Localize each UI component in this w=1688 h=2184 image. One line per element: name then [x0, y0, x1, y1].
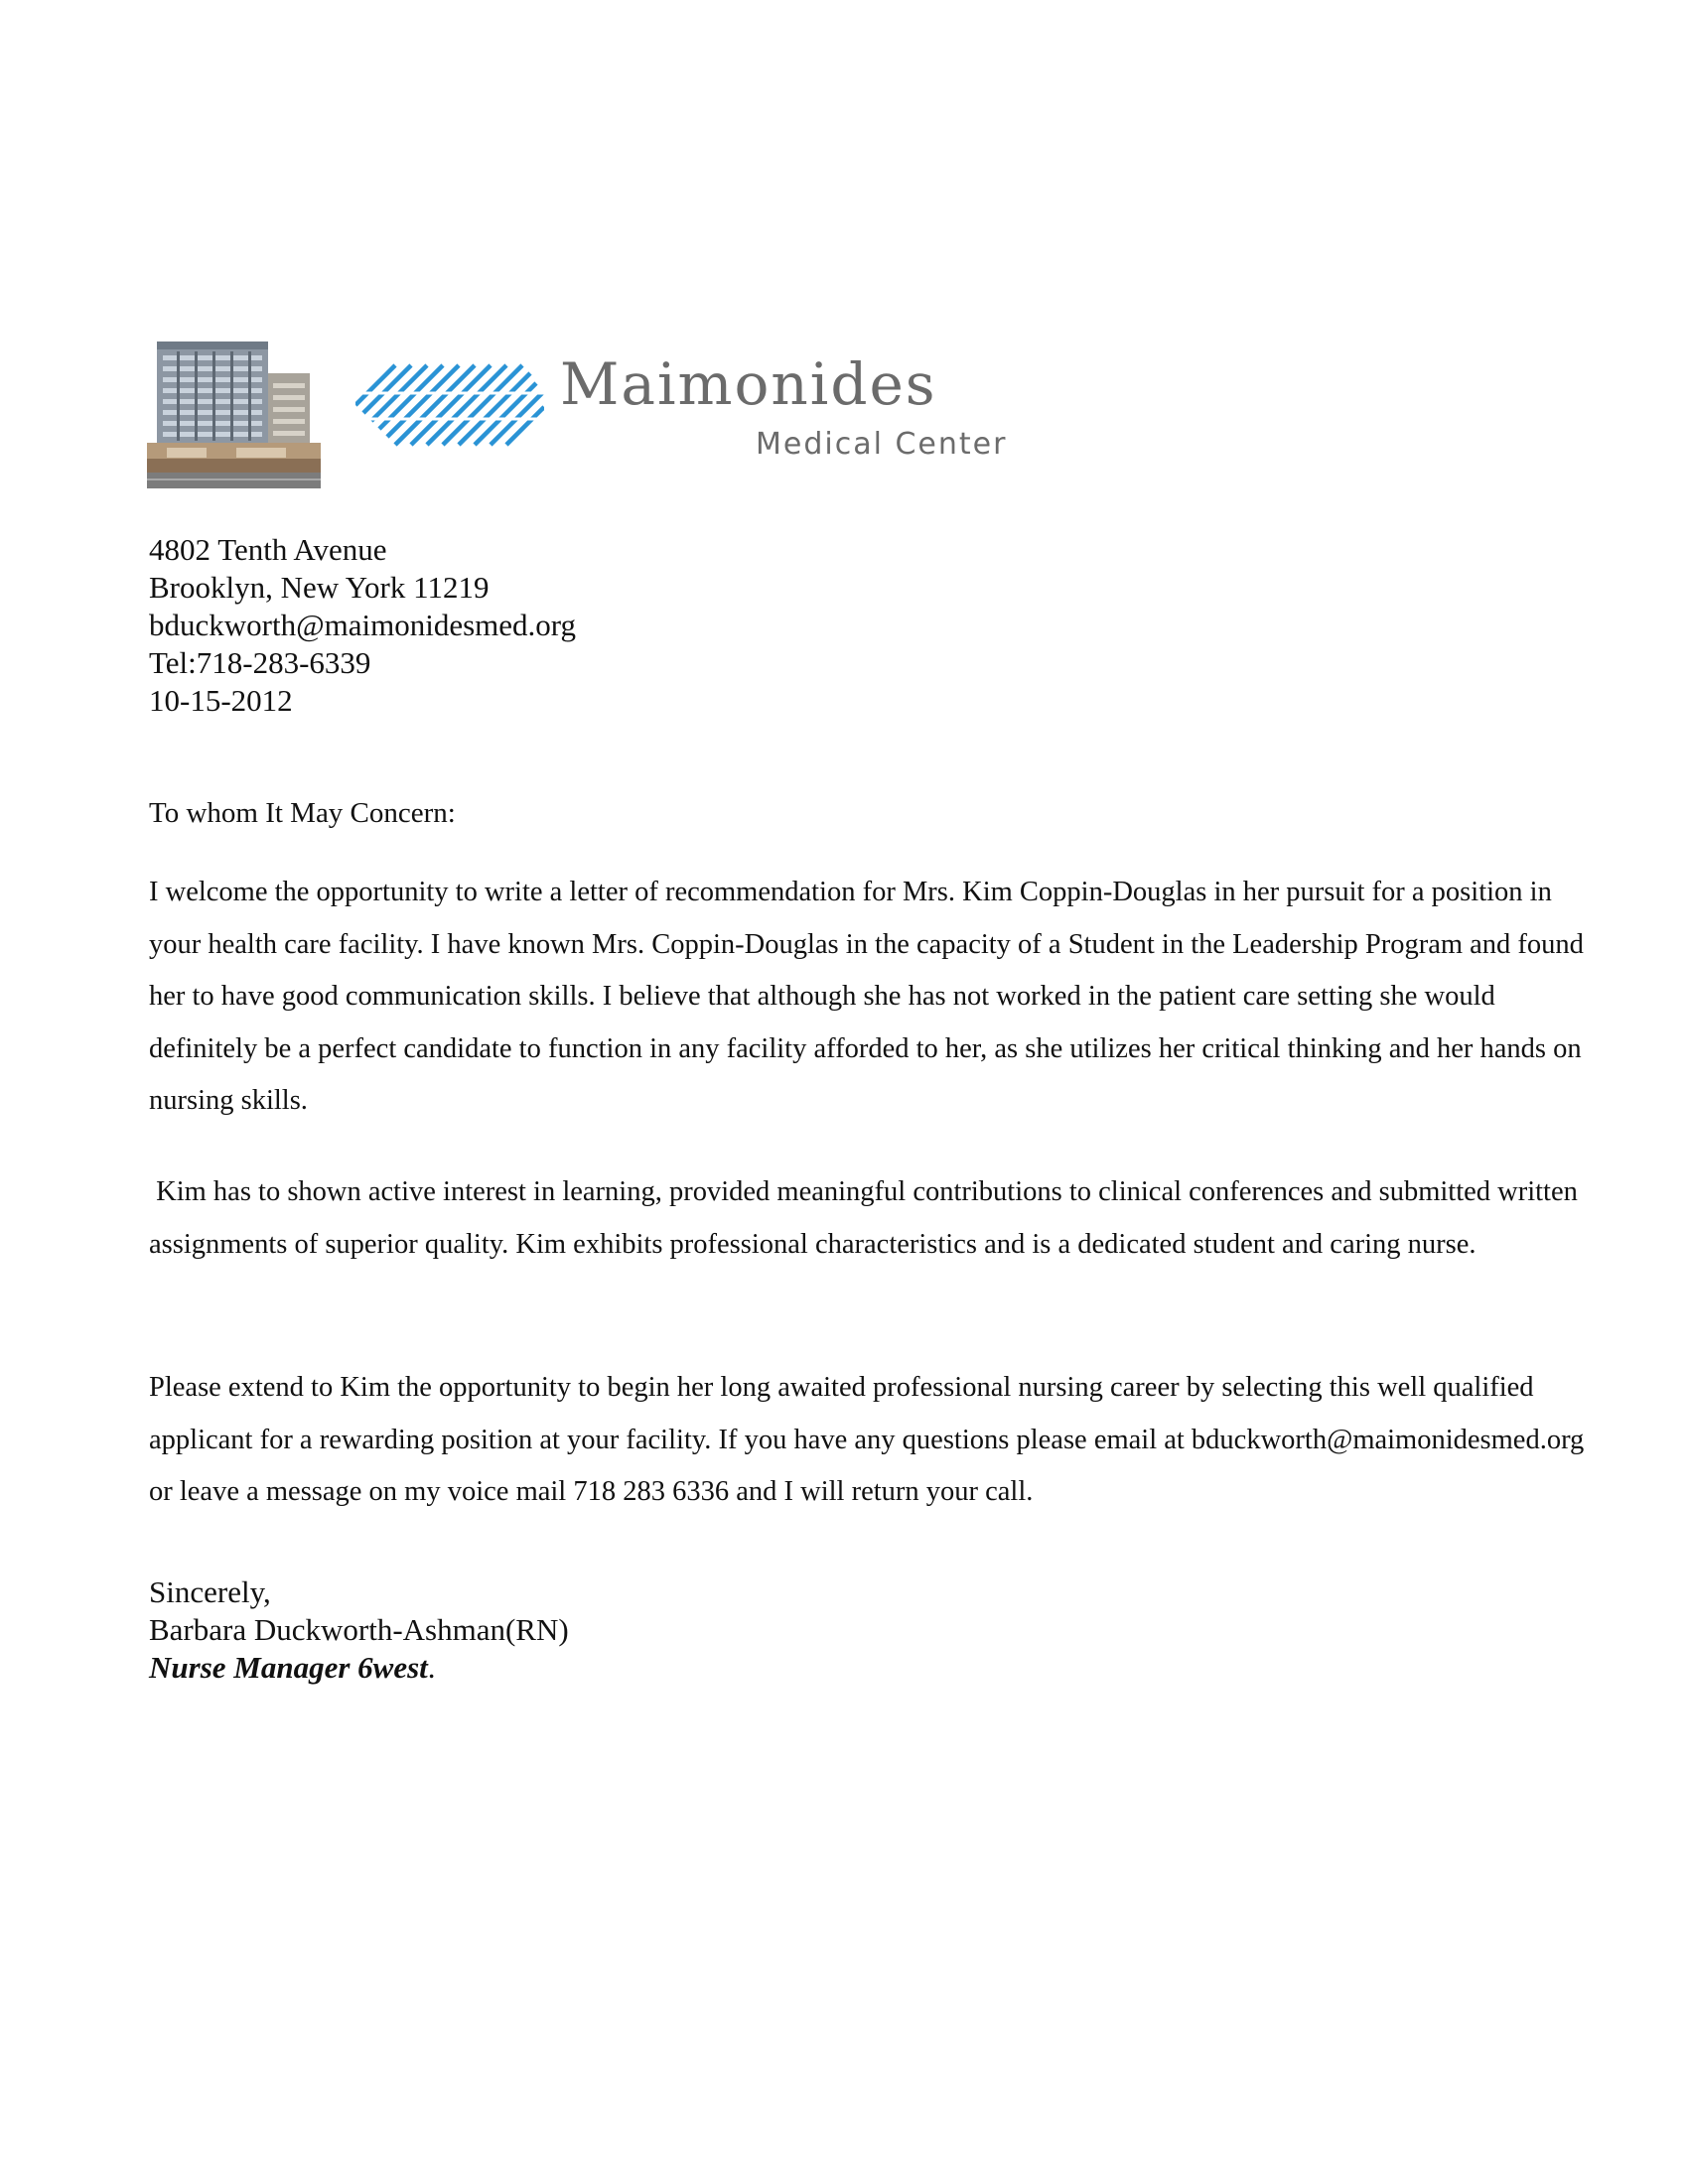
city-state-zip: Brooklyn, New York 11219: [149, 570, 490, 605]
signature-block: [149, 1573, 569, 1687]
closing-line: Sincerely,: [149, 1574, 271, 1609]
body-paragraph: I welcome the opportunity to write a letter of recommendation for Mrs. Kim Coppin-Douglas in her pursuit for a position in your health care facility. I have known Mrs. Coppin-Douglas in the capacity of a Student in the Leadership Program and found her to have good communication skills. I believe that although she has not worked in the patient care setting she would definitely be a perfect candidate to function in any facility afforded to her, as she utilizes her critical thinking and her hands on nursing skills.: [149, 877, 1584, 1116]
body-paragraph: Kim has to shown active interest in learning, provided meaningful contributions to clinical conferences and submitted written assignments of superior quality. Kim exhibits professional characteristics and is a dedicated student and caring nurse.: [149, 1176, 1585, 1260]
org-name: Maimonides: [560, 350, 937, 418]
signer-title-line: [149, 1649, 569, 1687]
hospital-building-image: [147, 334, 321, 488]
org-subtitle: Medical Center: [756, 427, 1008, 462]
sender-email: bduckworth@maimonidesmed.org: [149, 608, 577, 642]
letterhead: [147, 334, 1070, 488]
signer-title: Nurse Manager 6west: [149, 1650, 428, 1685]
signer-name: Barbara Duckworth-Ashman(RN): [149, 1612, 569, 1647]
sender-phone: Tel:718-283-6339: [149, 645, 371, 680]
maimonides-logo-mark: [355, 363, 544, 447]
letter-date: 10-15-2012: [149, 683, 293, 718]
body-paragraph: Please extend to Kim the opportunity to begin her long awaited professional nursing career by selecting this well qualified applicant for a rewarding position at your facility. If you have any questions please email at bduckworth@maimonidesmed.org or leave a message on my voice mail 718 283 6336 and I will return your call.: [149, 1372, 1585, 1507]
street-address: 4802 Tenth Avenue: [149, 532, 387, 567]
salutation: To whom It May Concern:: [149, 797, 456, 829]
signer-title-suffix: .: [427, 1650, 436, 1685]
sender-address-block: [149, 531, 576, 720]
